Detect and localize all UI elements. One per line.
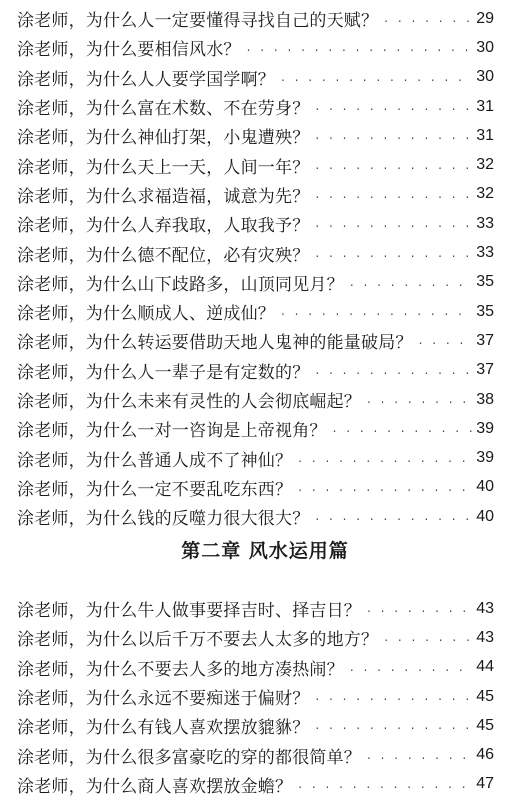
toc-entry-title: 涂老师，为什么商人喜欢摆放金蟾？	[17, 776, 293, 797]
toc-entry-page-number: 33	[476, 214, 494, 232]
toc-entry-title: 涂老师，为什么人人要学国学啊？	[17, 69, 275, 90]
toc-entry[interactable]	[0, 623, 530, 652]
toc-entry-title: 涂老师，为什么一对一咨询是上帝视角？	[17, 421, 327, 442]
toc-entry-page-number: 31	[476, 126, 494, 144]
dot-leader	[309, 98, 472, 115]
toc-entry-page-number: 47	[476, 775, 494, 793]
toc-entry-page-number: 44	[476, 658, 494, 676]
toc-entry-page-number: 46	[476, 746, 494, 764]
dot-leader	[378, 629, 472, 646]
toc-entry-title: 涂老师，为什么神仙打架，小鬼遭殃？	[17, 128, 310, 149]
dot-leader	[413, 332, 472, 349]
toc-entry-title: 涂老师，为什么人弃我取，人取我予？	[17, 216, 310, 237]
toc-entry[interactable]	[0, 33, 530, 62]
dot-leader	[292, 479, 472, 496]
toc-entry[interactable]	[0, 653, 530, 682]
toc-entry-page-number: 39	[476, 449, 494, 467]
toc-entry[interactable]	[0, 297, 530, 326]
dot-leader	[275, 303, 472, 320]
toc-entry[interactable]	[0, 180, 530, 209]
dot-leader	[309, 688, 472, 705]
toc-entry[interactable]	[0, 414, 530, 443]
dot-leader	[309, 717, 472, 734]
toc-entry-title: 涂老师，为什么富在术数、不在劳身？	[17, 99, 310, 120]
toc-list-chapter-two	[0, 594, 530, 799]
toc-entry-title: 涂老师，为什么人一辈子是有定数的？	[17, 362, 310, 383]
chapter-heading: 第二章 风水运用篇	[181, 540, 349, 562]
toc-entry-page-number: 43	[476, 599, 494, 617]
toc-entry-title: 涂老师，为什么永远不要痴迷于偏财？	[17, 689, 310, 710]
toc-entry-page-number: 45	[476, 716, 494, 734]
toc-entry-page-number: 30	[476, 38, 494, 56]
dot-leader	[344, 274, 472, 291]
dot-leader	[292, 450, 472, 467]
dot-leader	[309, 362, 472, 379]
dot-leader	[361, 391, 472, 408]
toc-entry-title: 涂老师，为什么很多富豪吃的穿的都很简单？	[17, 747, 361, 768]
toc-entry[interactable]	[0, 268, 530, 297]
toc-entry[interactable]	[0, 238, 530, 267]
toc-entry-title: 涂老师，为什么钱的反噬力很大很大？	[17, 509, 310, 530]
toc-entry[interactable]	[0, 4, 530, 33]
toc-entry-title: 涂老师，为什么人一定要懂得寻找自己的天赋？	[17, 11, 379, 32]
toc-entry[interactable]	[0, 770, 530, 799]
toc-entry-title: 涂老师，为什么德不配位，必有灾殃？	[17, 245, 310, 266]
toc-entry-page-number: 37	[476, 331, 494, 349]
dot-leader	[292, 776, 472, 793]
toc-entry-title: 涂老师，为什么转运要借助天地人鬼神的能量破局？	[17, 333, 413, 354]
toc-entry-title: 涂老师，为什么天上一天，人间一年？	[17, 157, 310, 178]
dot-leader	[309, 157, 472, 174]
toc-entry-title: 涂老师，为什么牛人做事要择吉时、择吉日？	[17, 601, 361, 622]
toc-entry[interactable]	[0, 209, 530, 238]
toc-entry-title: 涂老师，为什么有钱人喜欢摆放貔貅？	[17, 718, 310, 739]
dot-leader	[361, 747, 472, 764]
toc-entry-title: 涂老师，为什么未来有灵性的人会彻底崛起？	[17, 392, 361, 412]
dot-leader	[241, 39, 472, 56]
toc-entry-page-number: 33	[476, 244, 494, 262]
toc-entry-title: 涂老师，为什么顺成人、逆成仙？	[17, 304, 275, 325]
dot-leader	[309, 215, 472, 232]
toc-entry-page-number: 38	[476, 390, 494, 408]
toc-entry-title: 涂老师，为什么山下歧路多，山顶同见月？	[17, 274, 344, 295]
toc-entry-title: 涂老师，为什么一定不要乱吃东西？	[17, 479, 293, 500]
toc-entry[interactable]	[0, 63, 530, 92]
dot-leader	[361, 600, 472, 617]
toc-entry[interactable]	[0, 502, 530, 531]
toc-entry-page-number: 35	[476, 302, 494, 320]
toc-entry-page-number: 35	[476, 273, 494, 291]
dot-leader	[327, 420, 472, 437]
toc-entry-page-number: 31	[476, 97, 494, 115]
toc-entry[interactable]	[0, 121, 530, 150]
dot-leader	[378, 10, 472, 27]
toc-entry-title: 涂老师，为什么求福造福，诚意为先？	[17, 186, 310, 207]
toc-entry-page-number: 37	[476, 361, 494, 379]
toc-entry-page-number: 40	[476, 507, 494, 525]
dot-leader	[275, 69, 472, 86]
toc-entry-page-number: 32	[476, 185, 494, 203]
toc-entry[interactable]	[0, 473, 530, 502]
toc-entry-page-number: 45	[476, 687, 494, 705]
toc-list-chapter-one	[0, 4, 530, 531]
toc-entry[interactable]	[0, 682, 530, 711]
toc-entry-page-number: 43	[476, 628, 494, 646]
toc-entry-page-number: 32	[476, 156, 494, 174]
toc-entry[interactable]	[0, 443, 530, 472]
toc-entry-title: 涂老师，为什么要相信风水？	[17, 40, 241, 61]
dot-leader	[344, 659, 472, 676]
toc-entry[interactable]	[0, 711, 530, 740]
dot-leader	[309, 186, 472, 203]
toc-entry-title: 涂老师，为什么不要去人多的地方凑热闹？	[17, 659, 344, 680]
toc-entry[interactable]	[0, 356, 530, 385]
toc-entry-page-number: 39	[476, 419, 494, 437]
dot-leader	[309, 245, 472, 262]
toc-entry-page-number: 29	[476, 9, 494, 27]
toc-entry[interactable]	[0, 594, 530, 623]
toc-entry-page-number: 40	[476, 478, 494, 496]
toc-entry[interactable]	[0, 740, 530, 769]
toc-entry[interactable]	[0, 385, 530, 414]
toc-entry[interactable]	[0, 150, 530, 179]
toc-entry-title: 涂老师，为什么以后千万不要去人太多的地方？	[17, 630, 379, 651]
dot-leader	[309, 508, 472, 525]
toc-entry[interactable]	[0, 326, 530, 355]
toc-entry[interactable]	[0, 92, 530, 121]
toc-entry-page-number: 30	[476, 68, 494, 86]
toc-entry-title: 涂老师，为什么普通人成不了神仙？	[17, 450, 293, 471]
dot-leader	[309, 127, 472, 144]
